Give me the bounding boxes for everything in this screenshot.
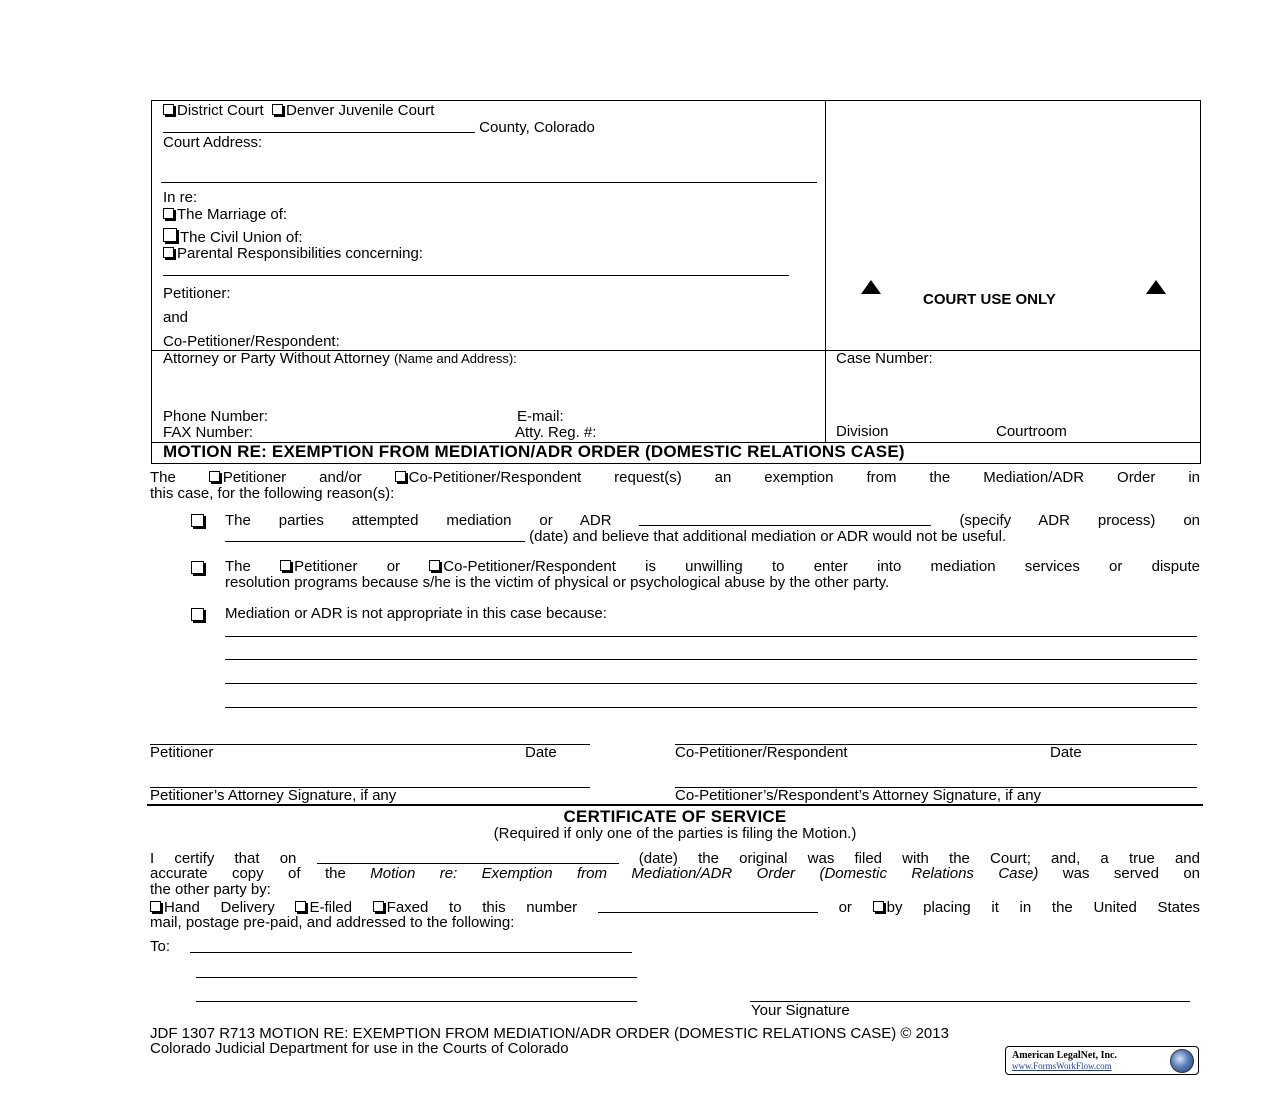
case-number-label: Case Number: — [836, 350, 933, 367]
request-line-2: this case, for the following reason(s): — [150, 485, 395, 502]
email-label: E-mail: — [517, 408, 564, 425]
courtroom-label: Courtroom — [996, 423, 1067, 440]
reason-3-blank-4[interactable] — [225, 707, 1197, 708]
reason-3-blank-1[interactable] — [225, 636, 1197, 637]
request-petitioner-checkbox[interactable] — [209, 471, 220, 482]
reason-2-line-2: resolution programs because s/he is the victim of physical or psychological abuse by the other party. — [225, 574, 890, 591]
reason-1-line-2: (date) and believe that additional mediation or ADR would not be useful. — [225, 528, 1006, 545]
co-petitioner-label: Co-Petitioner/Respondent: — [163, 333, 340, 350]
parental-option — [163, 246, 423, 262]
reason-2-petitioner-checkbox[interactable] — [280, 560, 291, 571]
reason-3-blank-3[interactable] — [225, 683, 1197, 684]
attorney-sub: (Name and Address): — [393, 351, 517, 366]
civil-union-checkbox[interactable] — [163, 228, 177, 242]
court-address-label: Court Address: — [163, 134, 263, 151]
marriage-label: The Marriage of: — [177, 206, 288, 223]
certificate-line-1: I certify that on (date) the original was filed with the Court; and, a true and — [150, 850, 1200, 867]
reason-3-checkbox[interactable] — [191, 608, 204, 621]
fax-label: FAX Number: — [163, 424, 254, 441]
county-field[interactable] — [163, 119, 475, 133]
logo-url[interactable]: www.FormsWorkFlow.com — [1012, 1061, 1112, 1071]
and-label: and — [163, 309, 189, 326]
certificate-subtitle: (Required if only one of the parties is filing the Motion.) — [493, 825, 857, 842]
district-court-label: District Court — [177, 102, 264, 119]
to-address-line-2[interactable] — [196, 977, 637, 978]
phone-label: Phone Number: — [163, 408, 269, 425]
petitioner-signature-line[interactable] — [150, 744, 590, 745]
fax-number-field[interactable] — [598, 899, 818, 913]
caption-box — [151, 100, 1201, 464]
up-arrow-icon — [861, 280, 881, 294]
certificate-line-2: accurate copy of the Motion re: Exemption from Mediation/ADR Order (Domestic Relations Case) was served on — [150, 865, 1201, 882]
petitioner-sig-label: Petitioner — [150, 744, 214, 761]
to-address-line-3[interactable] — [196, 1001, 637, 1002]
footer-line-2: Colorado Judicial Department for use in the Courts of Colorado — [150, 1040, 569, 1057]
american-legalnet-logo[interactable] — [1005, 1046, 1199, 1075]
footer-line-1: JDF 1307 R713 MOTION RE: EXEMPTION FROM MEDIATION/ADR ORDER (DOMESTIC RELATIONS CASE) © 2013 — [150, 1025, 949, 1042]
denver-juvenile-label: Denver Juvenile Court — [286, 102, 435, 119]
globe-icon — [1170, 1049, 1194, 1073]
certificate-line-4: Hand Delivery E-filed Faxed to this number or by placing it in the United States — [150, 899, 1200, 916]
faxed-checkbox[interactable] — [373, 901, 384, 912]
efiled-checkbox[interactable] — [295, 901, 306, 912]
reason-3-line-1: Mediation or ADR is not appropriate in this case because: — [225, 605, 607, 622]
mail-checkbox[interactable] — [873, 901, 884, 912]
adr-process-field[interactable] — [639, 512, 931, 526]
copet-attorney-label: Co-Petitioner’s/Respondent’s Attorney Signature, if any — [675, 787, 1042, 804]
district-court-checkbox[interactable] — [163, 104, 174, 115]
reason-1-line-1: The parties attempted mediation or ADR (specify ADR process) on — [225, 512, 1200, 529]
reason-2-checkbox[interactable] — [191, 561, 204, 574]
county-suffix: County, Colorado — [479, 119, 595, 136]
atty-reg-label: Atty. Reg. #: — [515, 424, 597, 441]
reason-2-line-1: The Petitioner or Co-Petitioner/Respondent is unwilling to enter into mediation services or dispute — [225, 558, 1200, 575]
civil-union-option — [163, 228, 303, 246]
request-line-1: The Petitioner and/or Co-Petitioner/Respondent request(s) an exemption from the Mediation/ADR Order in — [150, 469, 1200, 486]
parental-label: Parental Responsibilities concerning: — [177, 245, 423, 262]
parental-checkbox[interactable] — [163, 247, 174, 258]
marriage-checkbox[interactable] — [163, 208, 174, 219]
certificate-line-5: mail, postage pre-paid, and addressed to the following: — [150, 914, 515, 931]
civil-union-label: The Civil Union of: — [180, 229, 303, 246]
in-re-label: In re: — [163, 189, 198, 206]
address-rule — [161, 182, 817, 183]
reason-1-checkbox[interactable] — [191, 514, 204, 527]
adr-date-field[interactable] — [225, 528, 525, 542]
parties-name-line[interactable] — [163, 262, 789, 279]
denver-juvenile-checkbox[interactable] — [272, 104, 283, 115]
your-signature-label: Your Signature — [751, 1002, 850, 1019]
certificate-line-3: the other party by: — [150, 881, 271, 898]
attorney-heading — [163, 351, 517, 367]
marriage-option — [163, 207, 287, 223]
to-label: To: — [150, 938, 171, 955]
logo-name: American LegalNet, Inc. — [1012, 1050, 1117, 1061]
attorney-label: Attorney or Party Without Attorney — [163, 350, 390, 367]
request-copet-checkbox[interactable] — [395, 471, 406, 482]
certificate-date-field[interactable] — [317, 850, 619, 864]
copet-date-label: Date — [1050, 744, 1082, 761]
up-arrow-icon — [1146, 280, 1166, 294]
court-options — [163, 103, 434, 119]
reason-2-copet-checkbox[interactable] — [429, 560, 440, 571]
reason-3-blank-2[interactable] — [225, 659, 1197, 660]
division-label: Division — [836, 423, 889, 440]
copet-sig-label: Co-Petitioner/Respondent — [675, 744, 848, 761]
court-use-only: COURT USE ONLY — [923, 291, 1056, 308]
pet-attorney-label: Petitioner’s Attorney Signature, if any — [150, 787, 397, 804]
section-divider — [147, 804, 1203, 806]
certificate-title: CERTIFICATE OF SERVICE — [563, 807, 787, 826]
to-address-line-1[interactable] — [190, 952, 632, 953]
petitioner-date-label: Date — [525, 744, 557, 761]
petitioner-label: Petitioner: — [163, 285, 231, 302]
form-title: MOTION RE: EXEMPTION FROM MEDIATION/ADR ORDER (DOMESTIC RELATIONS CASE) — [163, 442, 905, 461]
hand-delivery-checkbox[interactable] — [150, 901, 161, 912]
caption-divider — [825, 100, 826, 442]
